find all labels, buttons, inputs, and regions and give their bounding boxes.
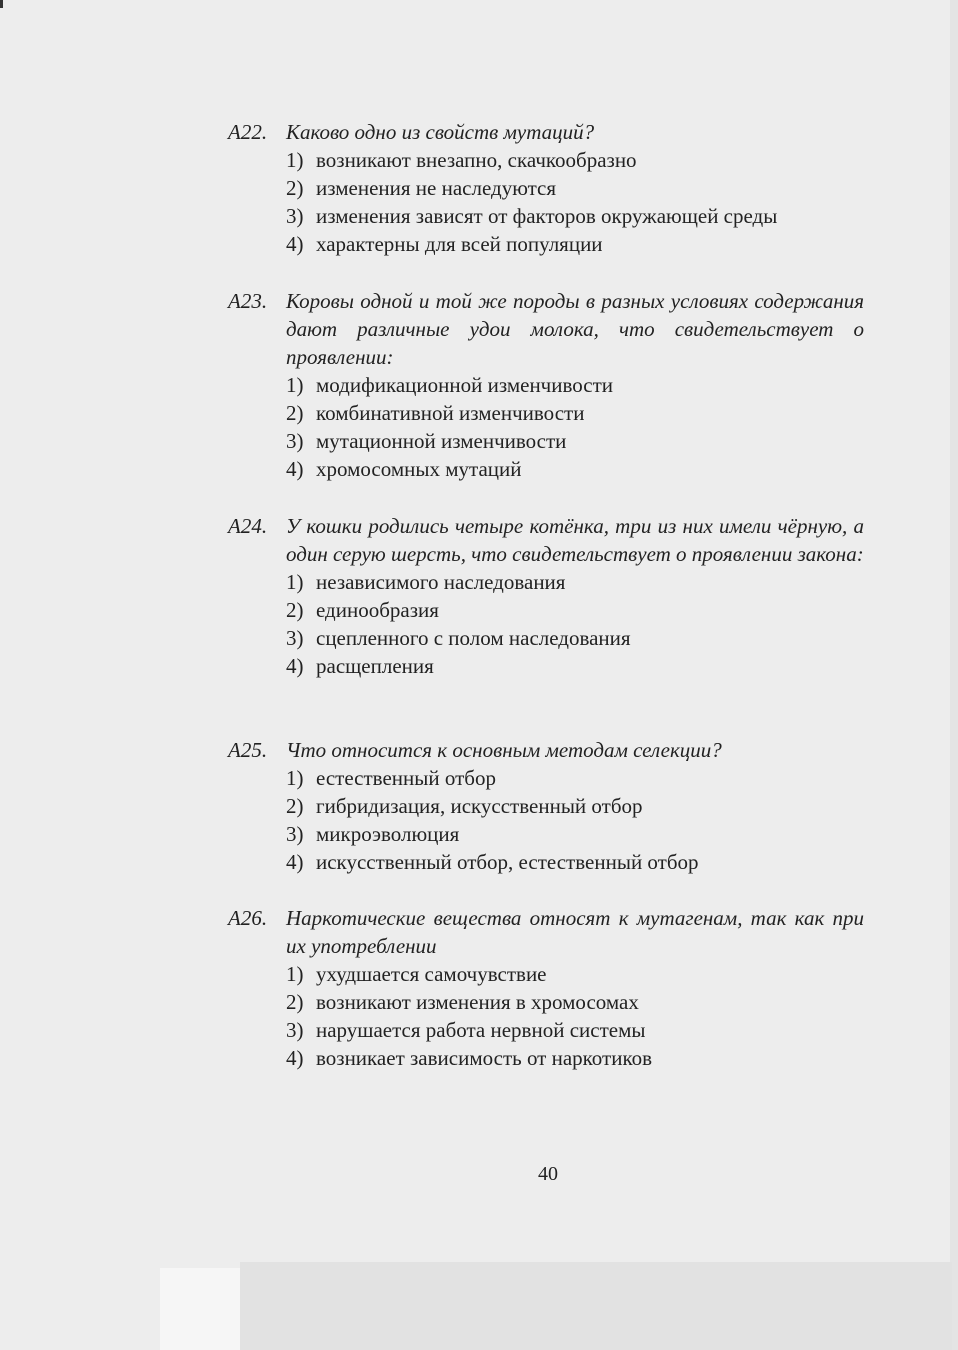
option-number: 2) xyxy=(286,794,304,818)
option-number: 4) xyxy=(286,850,304,874)
question-a24 xyxy=(228,512,864,680)
question-number: А24. xyxy=(228,514,268,538)
answer-option xyxy=(286,399,864,427)
answer-option xyxy=(286,764,864,792)
option-text: независимого наследования xyxy=(316,570,566,594)
option-number: 4) xyxy=(286,654,304,678)
option-number: 3) xyxy=(286,204,304,228)
question-number: А26. xyxy=(228,906,268,930)
option-number: 1) xyxy=(286,962,304,986)
option-text: ухудшается самочувствие xyxy=(316,962,547,986)
answer-options xyxy=(228,371,864,483)
question-a26 xyxy=(228,904,864,1072)
option-number: 2) xyxy=(286,990,304,1014)
scan-shadow-strip xyxy=(240,1262,952,1350)
option-number: 1) xyxy=(286,766,304,790)
option-text: модификационной изменчивости xyxy=(316,373,614,397)
option-number: 2) xyxy=(286,598,304,622)
option-number: 3) xyxy=(286,822,304,846)
answer-option xyxy=(286,792,864,820)
answer-option xyxy=(286,624,864,652)
scan-light-corner xyxy=(160,1268,240,1350)
option-text: искусственный отбор, естественный отбор xyxy=(316,850,699,874)
question-number: А22. xyxy=(228,120,268,144)
option-text: естественный отбор xyxy=(316,766,496,790)
answer-option xyxy=(286,596,864,624)
question-a23 xyxy=(228,287,864,483)
question-text: У кошки родились четыре котёнка, три из них имели чёрную, а один серую шерсть, что свидетельствует о проявлении закона: xyxy=(286,514,864,566)
question-header xyxy=(228,904,864,960)
option-number: 3) xyxy=(286,626,304,650)
answer-options xyxy=(228,960,864,1072)
answer-option xyxy=(286,230,864,258)
option-text: возникают изменения в хромосомах xyxy=(316,990,639,1014)
question-header xyxy=(228,118,864,146)
option-text: сцепленного с полом наследования xyxy=(316,626,631,650)
answer-option xyxy=(286,848,864,876)
option-number: 2) xyxy=(286,401,304,425)
answer-option xyxy=(286,568,864,596)
option-text: единообразия xyxy=(316,598,439,622)
answer-options xyxy=(228,764,864,876)
question-number: А23. xyxy=(228,289,268,313)
option-text: микроэволюция xyxy=(316,822,460,846)
option-number: 1) xyxy=(286,570,304,594)
question-number: А25. xyxy=(228,738,268,762)
option-number: 4) xyxy=(286,232,304,256)
option-number: 1) xyxy=(286,373,304,397)
answer-options xyxy=(228,568,864,680)
question-a25 xyxy=(228,736,864,876)
answer-option xyxy=(286,820,864,848)
option-text: мутационной изменчивости xyxy=(316,429,567,453)
answer-option xyxy=(286,1044,864,1072)
option-text: изменения не наследуются xyxy=(316,176,557,200)
option-text: гибридизация, искусственный отбор xyxy=(316,794,643,818)
answer-option xyxy=(286,146,864,174)
page-number: 40 xyxy=(538,1163,558,1185)
answer-option xyxy=(286,1016,864,1044)
option-text: изменения зависят от факторов окружающей среды xyxy=(316,204,778,228)
option-text: расщепления xyxy=(316,654,434,678)
option-number: 3) xyxy=(286,429,304,453)
question-header xyxy=(228,512,864,568)
answer-option xyxy=(286,174,864,202)
question-text: Что относится к основным методам селекции? xyxy=(286,738,722,762)
page-edge-shadow xyxy=(950,0,958,1350)
question-a22 xyxy=(228,118,864,258)
answer-option xyxy=(286,427,864,455)
option-number: 2) xyxy=(286,176,304,200)
option-number: 3) xyxy=(286,1018,304,1042)
question-header xyxy=(228,287,864,371)
answer-option xyxy=(286,202,864,230)
question-text: Каково одно из свойств мутаций? xyxy=(286,120,595,144)
option-number: 1) xyxy=(286,148,304,172)
question-header xyxy=(228,736,864,764)
option-text: возникает зависимость от наркотиков xyxy=(316,1046,652,1070)
question-text: Наркотические вещества относят к мутагенам, так как при их употреблении xyxy=(286,906,864,958)
answer-option xyxy=(286,455,864,483)
option-text: возникают внезапно, скачкообразно xyxy=(316,148,637,172)
option-text: комбинативной изменчивости xyxy=(316,401,585,425)
answer-option xyxy=(286,988,864,1016)
answer-option xyxy=(286,652,864,680)
option-text: хромосомных мутаций xyxy=(316,457,522,481)
scan-mark xyxy=(0,0,3,8)
question-text: Коровы одной и той же породы в разных условиях содержания дают различные удои молока, что свидетельствует о проявлении: xyxy=(286,289,864,369)
option-number: 4) xyxy=(286,457,304,481)
answer-options xyxy=(228,146,864,258)
answer-option xyxy=(286,960,864,988)
option-text: нарушается работа нервной системы xyxy=(316,1018,646,1042)
option-number: 4) xyxy=(286,1046,304,1070)
answer-option xyxy=(286,371,864,399)
option-text: характерны для всей популяции xyxy=(316,232,603,256)
